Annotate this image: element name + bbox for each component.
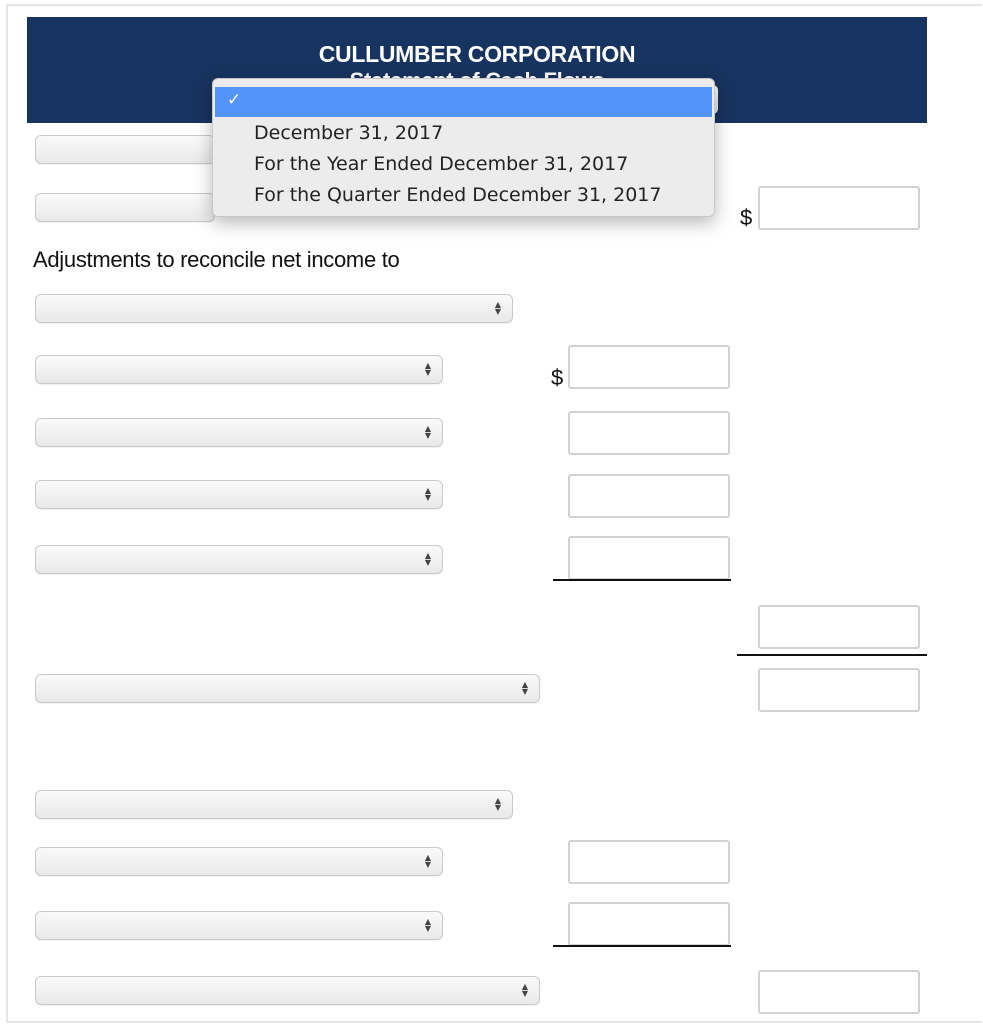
inner-amount-input-5[interactable] — [568, 840, 730, 884]
account-select-9[interactable] — [35, 790, 513, 819]
account-select-10[interactable] — [35, 847, 443, 876]
account-select-5[interactable] — [35, 418, 443, 447]
select-arrows-icon: ▲ ▼ — [521, 680, 529, 696]
account-select-3[interactable] — [35, 294, 513, 323]
select-arrows-icon: ▲ ▼ — [494, 796, 502, 812]
account-select-12[interactable] — [35, 976, 540, 1005]
dollar-sign: $ — [740, 205, 753, 230]
dropdown-option-quarter-ended[interactable]: For the Quarter Ended December 31, 2017 — [254, 184, 662, 206]
dropdown-selected-option[interactable] — [215, 87, 712, 117]
inner-amount-input-2[interactable] — [568, 411, 730, 455]
inner-amount-input-1[interactable] — [568, 345, 730, 389]
dropdown-option-year-ended[interactable]: For the Year Ended December 31, 2017 — [254, 153, 629, 175]
account-select-6[interactable] — [35, 480, 443, 509]
net-income-amount-input[interactable] — [758, 186, 920, 230]
outer-amount-input-4[interactable] — [758, 970, 920, 1014]
dollar-sign: $ — [551, 365, 564, 390]
select-arrows-icon: ▲ ▼ — [424, 853, 432, 869]
outer-amount-input-2[interactable] — [758, 605, 920, 649]
select-arrows-icon: ▲ ▼ — [494, 300, 502, 316]
account-select-11[interactable] — [35, 911, 443, 940]
subtotal-underline — [553, 579, 731, 581]
account-select-4[interactable] — [35, 355, 443, 384]
subtotal-underline — [553, 945, 731, 947]
date-dropdown-menu[interactable] — [212, 78, 715, 217]
select-arrows-icon: ▲ ▼ — [521, 982, 529, 998]
select-arrows-icon: ▲ ▼ — [424, 424, 432, 440]
inner-amount-input-4[interactable] — [568, 536, 730, 580]
dropdown-option-december-31[interactable]: December 31, 2017 — [254, 122, 444, 144]
select-arrows-icon: ▲ ▼ — [424, 917, 432, 933]
outer-amount-input-3[interactable] — [758, 668, 920, 712]
inner-amount-input-6[interactable] — [568, 902, 730, 946]
account-select-2[interactable] — [35, 193, 215, 222]
checkmark-icon: ✓ — [227, 90, 242, 110]
company-name: CULLUMBER CORPORATION — [318, 41, 636, 67]
select-arrows-icon: ▲ ▼ — [424, 361, 432, 377]
select-arrows-icon: ▲ ▼ — [424, 486, 432, 502]
account-select-1[interactable] — [35, 135, 215, 164]
total-underline — [737, 654, 927, 656]
inner-amount-input-3[interactable] — [568, 474, 730, 518]
account-select-7[interactable] — [35, 545, 443, 574]
adjustments-label: Adjustments to reconcile net income to — [33, 247, 400, 272]
account-select-8[interactable] — [35, 674, 540, 703]
select-arrows-icon: ▲ ▼ — [424, 551, 432, 567]
